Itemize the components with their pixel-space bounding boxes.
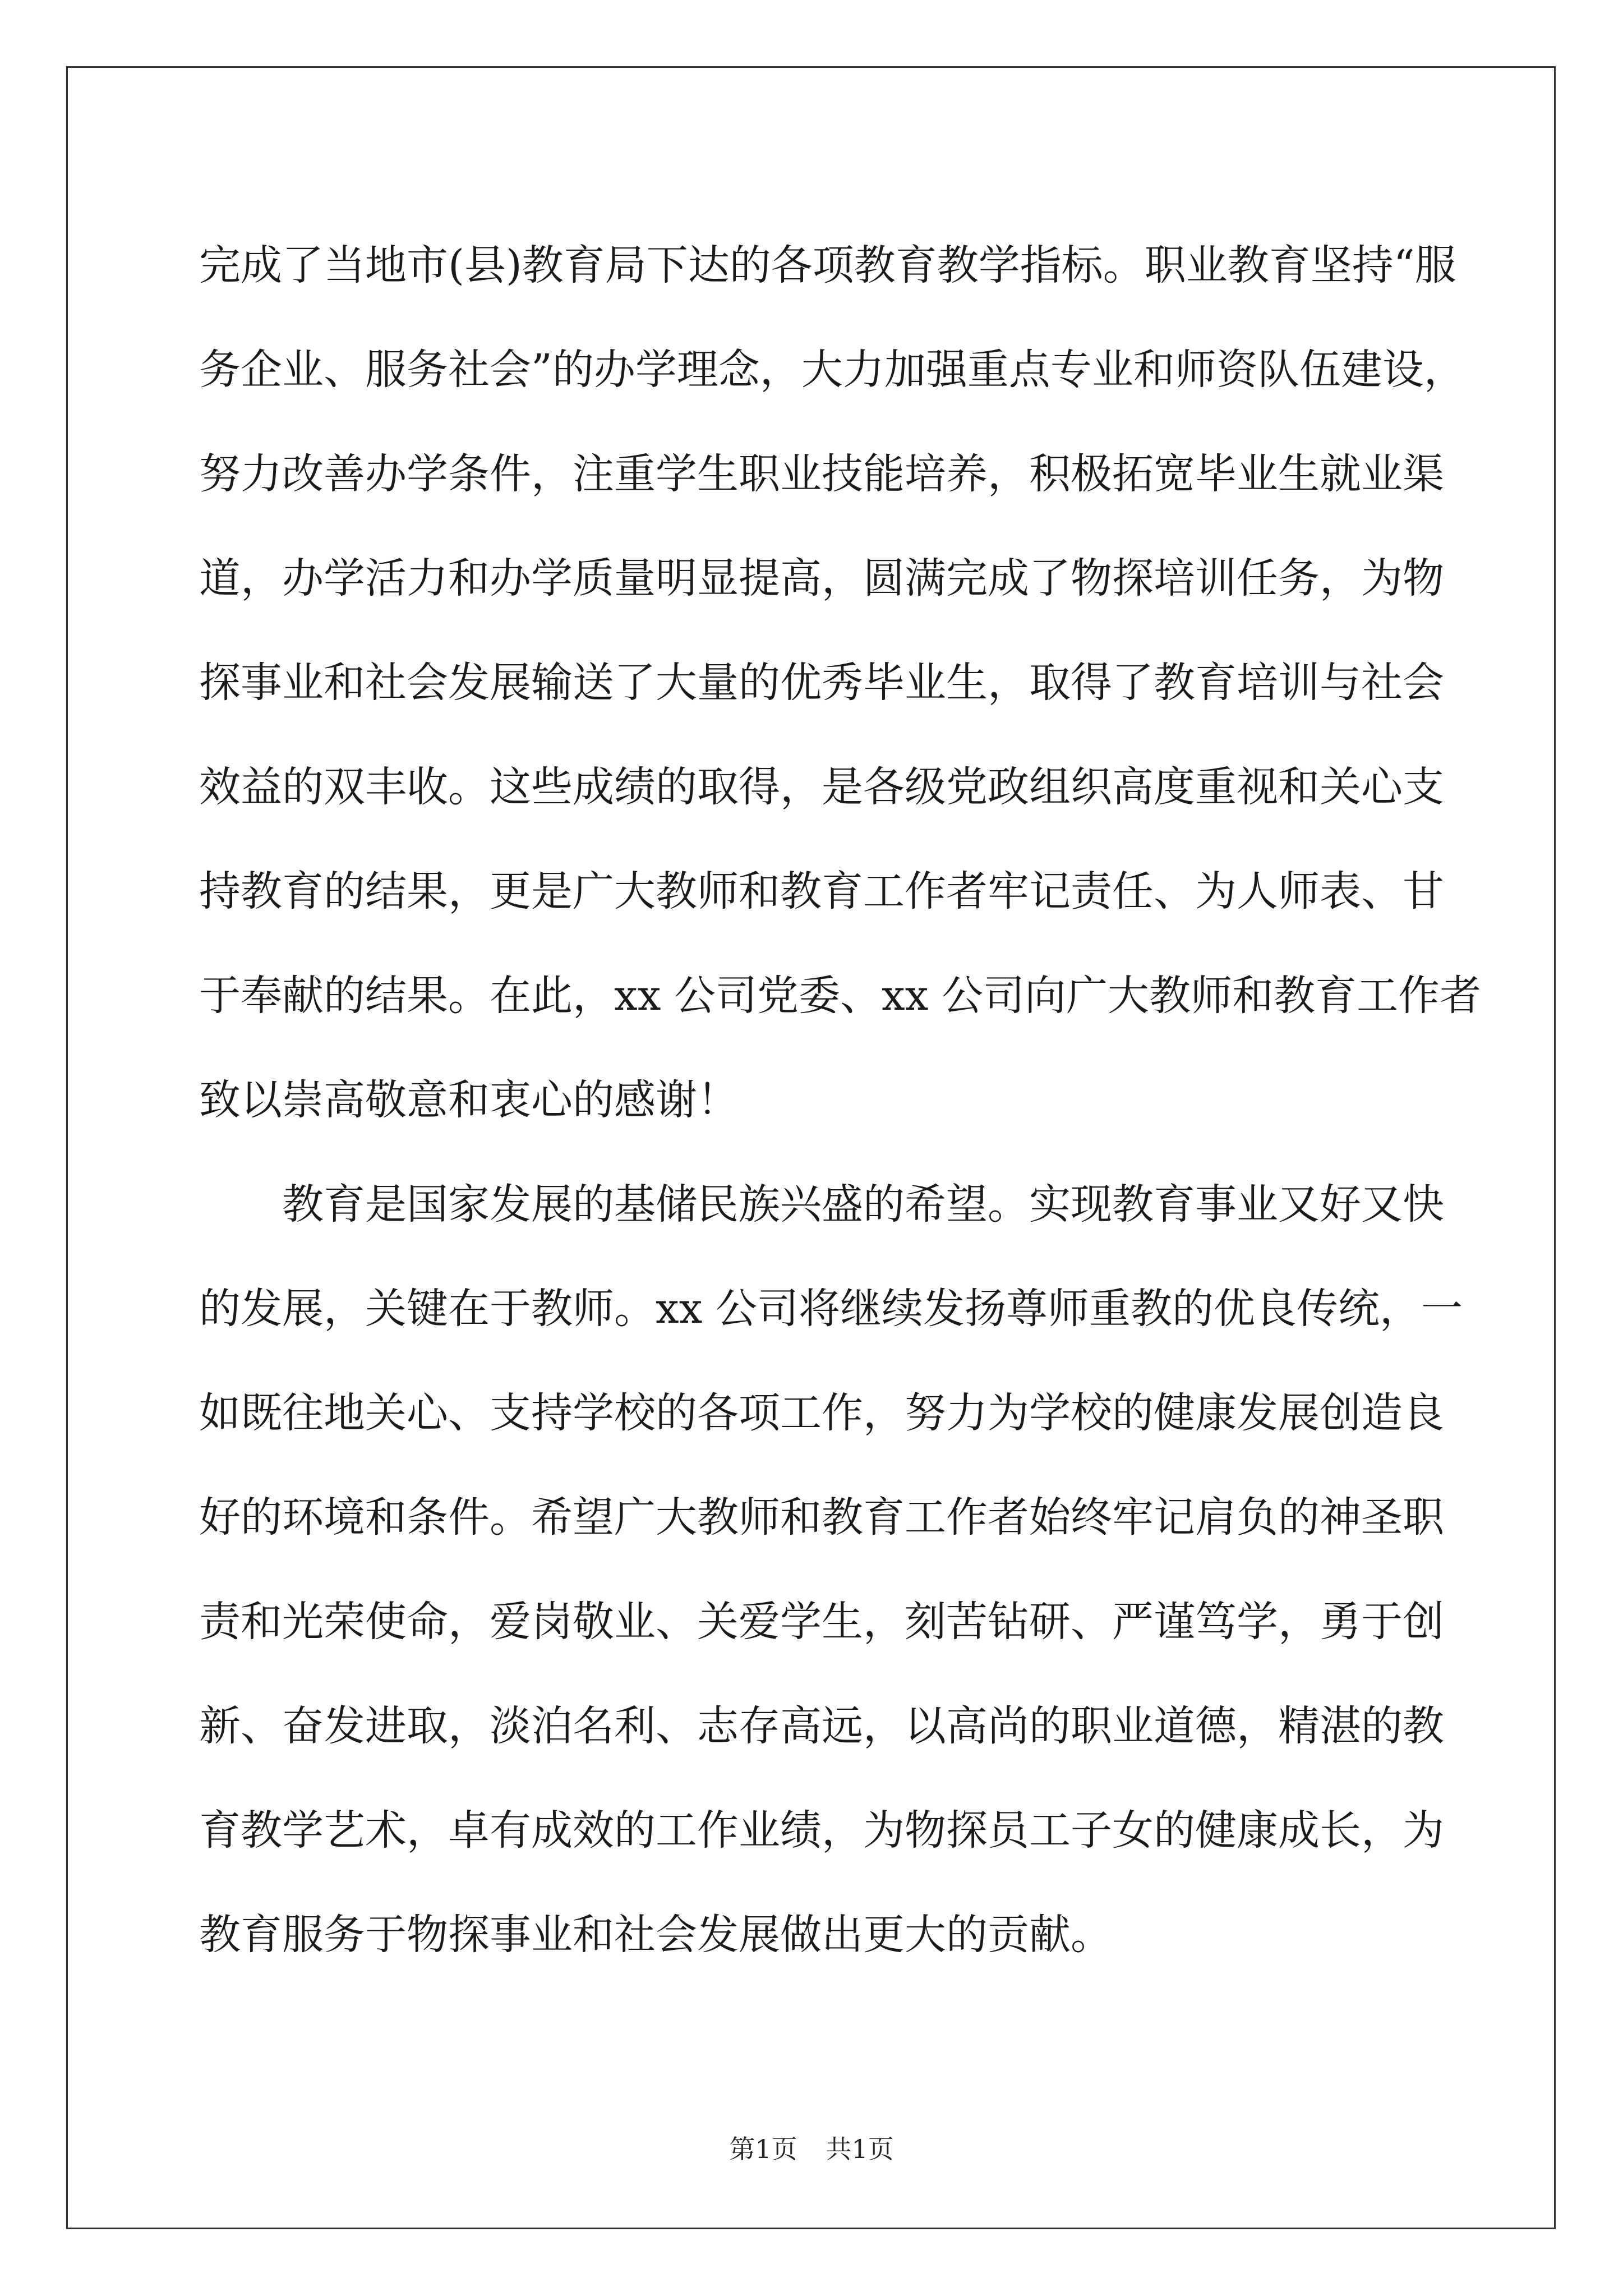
text-line: 道，办学活力和办学质量明显提高，圆满完成了物探培训任务，为物 [199, 554, 1444, 602]
text-line: 效益的双丰收。这些成绩的取得，是各级党政组织高度重视和关心支 [199, 763, 1444, 811]
text-line: 务企业、服务社会”的办学理念，大力加强重点专业和师资队伍建设， [199, 346, 1465, 394]
text-line: 的发展，关键在于教师。xx 公司将继续发扬尊师重教的优良传统，一 [199, 1285, 1463, 1333]
page-footer [0, 2129, 1623, 2166]
text-line: 如既往地关心、支持学校的各项工作，努力为学校的健康发展创造良 [199, 1389, 1444, 1437]
text-line: 探事业和社会发展输送了大量的优秀毕业生，取得了教育培训与社会 [199, 659, 1444, 707]
paragraph-first-line: 教育是国家发展的基储民族兴盛的希望。实现教育事业又好又快 [199, 1180, 1444, 1228]
document-body [199, 213, 1481, 1987]
text-line: 持教育的结果，更是广大教师和教育工作者牢记责任、为人师表、甘 [199, 867, 1444, 915]
text-line: 好的环境和条件。希望广大教师和教育工作者始终牢记肩负的神圣职 [199, 1493, 1444, 1542]
text-line: 完成了当地市(县)教育局下达的各项教育教学指标。职业教育坚持“服 [199, 241, 1456, 289]
page-total: 共1页 [826, 2134, 894, 2164]
text-line: 新、奋发进取，淡泊名利、志存高远，以高尚的职业道德，精湛的教 [199, 1702, 1444, 1750]
text-line: 于奉献的结果。在此，xx 公司党委、xx 公司向广大教师和教育工作者 [199, 972, 1481, 1020]
page-number: 第1页 [729, 2134, 797, 2164]
text-line: 努力改善办学条件，注重学生职业技能培养，积极拓宽毕业生就业渠 [199, 450, 1444, 498]
text-line: 育教学艺术，卓有成效的工作业绩，为物探员工子女的健康成长，为 [199, 1806, 1444, 1855]
paragraph-end-line: 教育服务于物探事业和社会发展做出更大的贡献。 [199, 1911, 1112, 1959]
paragraph-end-line: 致以崇高敬意和衷心的感谢！ [199, 1076, 739, 1124]
text-line: 责和光荣使命，爱岗敬业、关爱学生，刻苦钻研、严谨笃学，勇于创 [199, 1598, 1444, 1646]
